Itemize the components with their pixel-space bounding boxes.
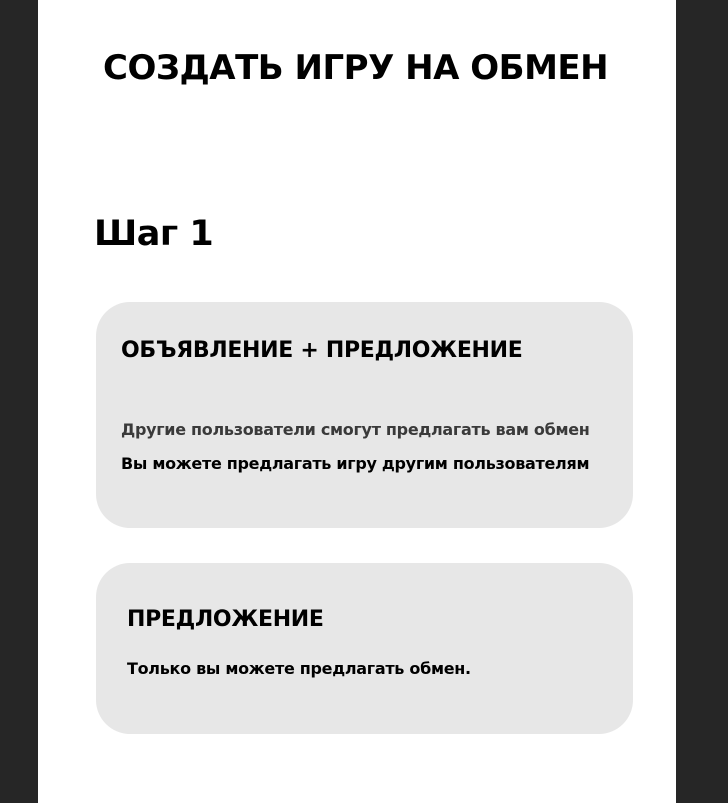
option-description: Вы можете предлагать игру другим пользователям [121,454,590,473]
option-card-offer[interactable] [96,563,633,734]
option-title: ПРЕДЛОЖЕНИЕ [127,607,324,632]
page-title: СОЗДАТЬ ИГРУ НА ОБМЕН [103,48,609,88]
option-title: ОБЪЯВЛЕНИЕ + ПРЕДЛОЖЕНИЕ [121,338,523,363]
option-description: Только вы можете предлагать обмен. [127,659,471,678]
step-title: Шаг 1 [94,214,214,254]
option-card-listing-offer[interactable] [96,302,633,528]
main-page [38,0,676,803]
option-description: Другие пользователи смогут предлагать вам обмен [121,420,590,439]
